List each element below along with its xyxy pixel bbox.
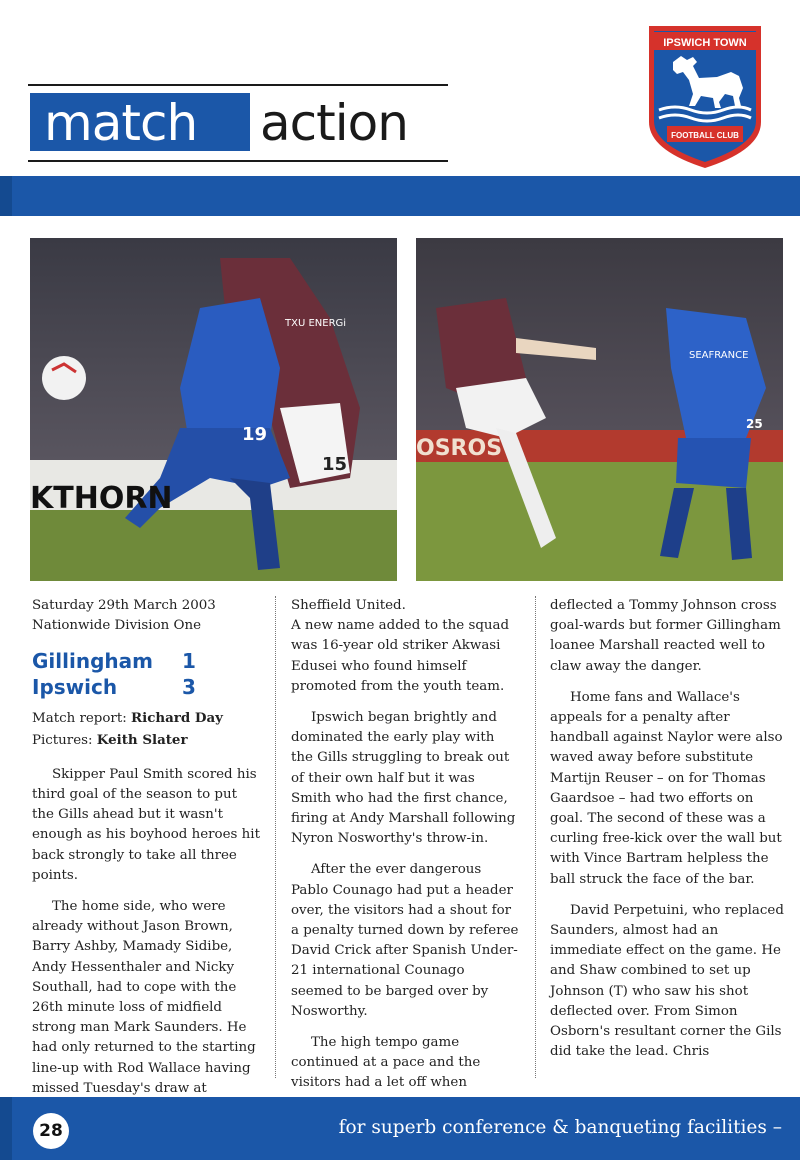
pitch-board-text: KTHORN	[30, 481, 173, 516]
home-goals: 1	[182, 649, 196, 674]
paragraph: The high tempo game continued at a pace and the visitors had a let off when	[291, 1035, 481, 1091]
page-title-part1: match	[44, 94, 198, 152]
shirt-sponsor-text-2: SEAFRANCE	[689, 350, 749, 361]
paragraph: Ipswich began brightly and dominated the early play with the Gills struggling to break out of their own half but it was Smith who had the first chance, firing at Andy Marshall following Nyron Nosworthy's throw-in.	[291, 710, 516, 847]
article-column-2	[291, 596, 519, 1125]
pictures-credit	[32, 730, 260, 751]
paragraph: The home side, who were already without Jason Brown, Barry Ashby, Mamady Sidibe, Andy Hessenthaler and Nicky Southall, had to cope with the 26th minute loss of midfield strong man Mark Saunders. He had only returned to the starting line-up with Rod Wallace having missed Tuesday's draw at	[32, 899, 256, 1096]
shirt-number-19: 19	[242, 424, 268, 445]
match-photo-2	[416, 238, 783, 581]
page-title-part2: action	[260, 94, 408, 152]
header-rule-top	[28, 84, 448, 86]
pictures-author: Keith Slater	[96, 731, 188, 748]
article-column-1	[32, 596, 260, 1110]
score-row-away	[32, 674, 260, 700]
footer-band-edge	[0, 1097, 12, 1160]
paragraph: After the ever dangerous Pablo Counago had put a header over, the visitors had a shout for a penalty turned down by referee David Crick after Spanish Under-21 international Counago seemed to be barged over by Nosworthy.	[291, 862, 519, 1019]
paragraph: David Perpetuini, who replaced Saunders, almost had an immediate effect on the game. He and Shaw combined to set up Johnson (T) who saw his shot deflected over. From Simon Osborn's resultant corner the Gils did take the lead. Chris	[550, 902, 784, 1060]
competition-name: Nationwide Division One	[32, 618, 202, 634]
article-column-3	[550, 596, 786, 1073]
shirt-number-15: 15	[322, 454, 348, 475]
pictures-label: Pictures:	[32, 732, 93, 748]
page-number: 28	[33, 1113, 69, 1149]
header-band-edge	[0, 176, 12, 216]
paragraph: Home fans and Wallace's appeals for a penalty after handball against Naylor were also waved away before substitute Martijn Reuser – on for Thomas Gaardsoe – had two efforts on goal. The second of these was a curling free-kick over the wall but with Vince Bartram helpless the ball struck the face of the bar.	[550, 689, 783, 887]
paragraph: Sheffield United.	[291, 598, 406, 613]
away-goals: 3	[182, 675, 196, 700]
pitch-board-text-2: OSROS	[416, 436, 503, 461]
crest-bottom-text: FOOTBALL CLUB	[671, 131, 739, 140]
column-divider	[275, 596, 276, 1078]
crest-top-text: IPSWICH TOWN	[663, 37, 747, 49]
match-photo-1	[30, 238, 397, 581]
home-team: Gillingham	[32, 649, 153, 674]
ipswich-town-crest-logo	[645, 22, 765, 172]
header-rule-bottom	[28, 160, 448, 162]
header-band	[0, 176, 800, 216]
away-team: Ipswich	[32, 675, 118, 700]
score-row-home	[32, 648, 260, 674]
report-credit	[32, 708, 260, 729]
paragraph: deflected a Tommy Johnson cross goal-wards but former Gillingham loanee Marshall reacted well to claw away the danger.	[550, 598, 781, 674]
paragraph: A new name added to the squad was 16-year old striker Akwasi Edusei who found himself promoted from the youth team.	[291, 618, 510, 694]
scoreline	[32, 648, 260, 700]
column-divider	[535, 596, 536, 1078]
shirt-number-25: 25	[746, 417, 763, 431]
match-date: Saturday 29th March 2003	[32, 598, 216, 613]
paragraph: Skipper Paul Smith scored his third goal of the season to put the Gills ahead but it wasn't enough as his boyhood heroes hit back strongly to take all three points.	[32, 766, 260, 883]
report-label: Match report:	[32, 711, 127, 727]
shirt-sponsor-text: TXU ENERGi	[285, 318, 347, 329]
report-author: Richard Day	[130, 710, 223, 727]
footer-tagline: for superb conference & banqueting facilities –	[338, 1117, 782, 1138]
